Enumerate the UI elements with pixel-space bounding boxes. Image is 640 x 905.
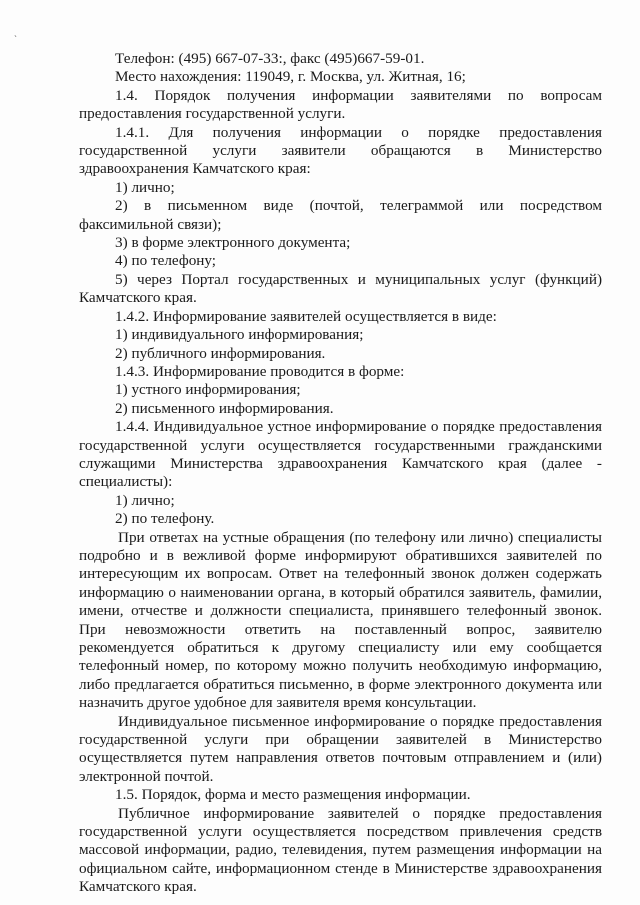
list-item: 5) через Портал государственных и муниципальных услуг (функций) Камчатского края. xyxy=(79,270,602,307)
paragraph-1-4-3: 1.4.3. Информирование проводится в форме: xyxy=(115,362,405,380)
list-item: 1) устного информирования; xyxy=(115,381,301,399)
contact-address: Место нахождения: 119049, г. Москва, ул. Житная, 16; xyxy=(115,68,466,86)
document-body xyxy=(79,50,602,897)
paragraph-public-info: Публичное информирование заявителей о порядке предоставления государственной услуги осуществляется посредством привлечения средств массовой информации, радио, телевидения, путем размещения информации на официальном сайте, информационном стенде в Министерстве здравоохранения Камчатского края. xyxy=(79,804,602,896)
paragraph-1-4-2: 1.4.2. Информирование заявителей осуществляется в виде: xyxy=(115,307,497,325)
paragraph-1-4-1: 1.4.1. Для получения информации о порядке предоставления государственной услуги заявители обращаются в Министерство здравоохранения Камчатского края: xyxy=(79,123,602,178)
list-item: 2) публичного информирования. xyxy=(115,344,326,362)
list-item: 1) лично; xyxy=(115,491,175,509)
section-1-5-heading: 1.5. Порядок, форма и место размещения информации. xyxy=(115,786,471,804)
contact-phone: Телефон: (495) 667-07-33:, факс (495)667-59-01. xyxy=(115,50,425,67)
scan-mark: ` xyxy=(14,34,17,44)
list-item: 1) лично; xyxy=(115,178,175,196)
list-item: 4) по телефону; xyxy=(115,252,217,270)
list-item: 2) в письменном виде (почтой, телеграммой или посредством факсимильной связи); xyxy=(79,197,602,233)
paragraph-oral-answers: При ответах на устные обращения (по телефону или лично) специалисты подробно и в вежливой форме информируют обратившихся заявителей по интересующим их вопросам. Ответ на телефонный звонок должен содержать информацию о наименовании органа, в который обратился заявитель, фамилии, имени, отчестве и должности специалиста, принявшего телефонный звонок. При невозможности ответить на поставленный вопрос, заявителю рекомендуется обратиться к другому специалисту или ему сообщается телефонный номер, по которому можно получить необходимую информацию, либо предлагается обратиться письменно, в форме электронного документа или назначить другое удобное для заявителя время консультации. xyxy=(79,528,602,712)
list-item: 1) индивидуального информирования; xyxy=(115,326,364,344)
paragraph-1-4-4: 1.4.4. Индивидуальное устное информирование о порядке предоставления государственной услуги осуществляется государственными гражданскими служащими Министерства здравоохранения Камчатского края (далее - специалисты): xyxy=(79,418,602,491)
list-item: 2) по телефону. xyxy=(115,510,215,528)
list-item: 3) в форме электронного документа; xyxy=(115,234,351,252)
list-item: 2) письменного информирования. xyxy=(115,399,334,417)
paragraph-written-info: Индивидуальное письменное информирование о порядке предоставления государственной услуги при обращении заявителей в Министерство осуществляется путем направления ответов почтовым отправлением и (или) электронной почтой. xyxy=(79,712,602,785)
section-1-4-heading: 1.4. Порядок получения информации заявителями по вопросам предоставления государственной услуги. xyxy=(79,86,602,123)
